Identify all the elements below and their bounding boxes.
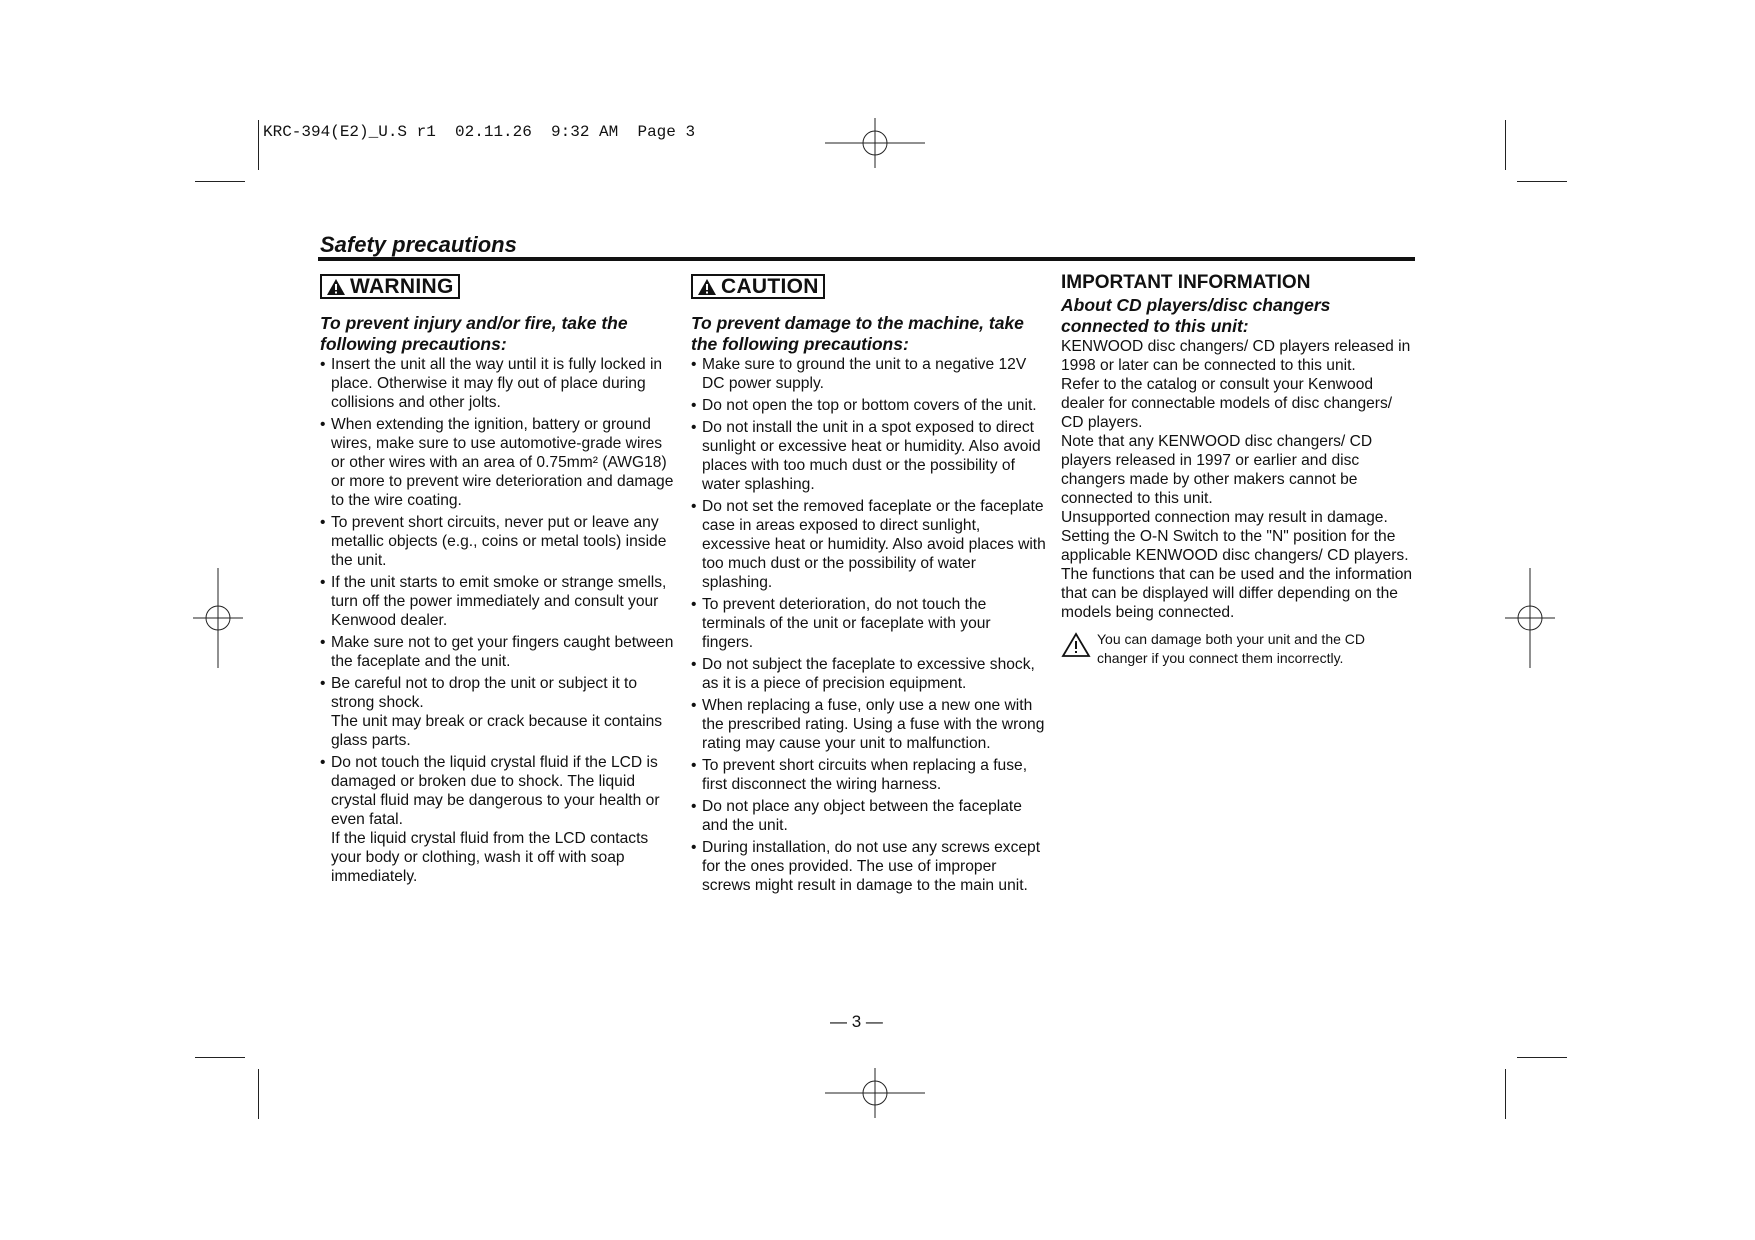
crop-mark-top-right-h xyxy=(1517,181,1567,182)
crop-mark-top-left xyxy=(258,120,259,170)
crop-mark-bottom-right xyxy=(1505,1069,1506,1119)
important-paragraph: Unsupported connection may result in damage. xyxy=(1061,509,1388,526)
list-item: • When replacing a fuse, only use a new one with the prescribed rating. Using a fuse with the wrong rating may cause your unit to malfunction. xyxy=(691,696,1046,753)
list-item: • Do not place any object between the faceplate and the unit. xyxy=(691,797,1046,835)
list-item: • Make sure to ground the unit to a negative 12V DC power supply. xyxy=(691,355,1046,393)
list-item: • Do not open the top or bottom covers of the unit. xyxy=(691,396,1046,415)
important-paragraph: Note that any KENWOOD disc changers/ CD players released in 1997 or earlier and disc changers made by other makers cannot be connected to this unit. xyxy=(1061,433,1373,507)
crop-mark-top-right xyxy=(1505,120,1506,170)
caution-label: CAUTION xyxy=(721,275,819,298)
caution-triangle-icon xyxy=(1061,632,1091,658)
list-item: • To prevent deterioration, do not touch the terminals of the unit or faceplate with your fingers. xyxy=(691,595,1046,652)
caution-label-box xyxy=(691,274,825,299)
important-paragraph: Setting the O-N Switch to the "N" position for the applicable KENWOOD disc changers/ CD players. xyxy=(1061,528,1409,564)
caution-note-text: You can damage both your unit and the CD changer if you connect them incorrectly. xyxy=(1097,631,1366,666)
caution-subhead: To prevent damage to the machine, take the following precautions: xyxy=(691,313,1024,354)
list-item: • Do not install the unit in a spot exposed to direct sunlight or excessive heat or humidity. Also avoid places with too much dust or the possibility of water splashing. xyxy=(691,418,1046,494)
print-slug: KRC-394(E2)_U.S r1 02.11.26 9:32 AM Page 3 xyxy=(263,123,696,141)
list-item-text: • Be careful not to drop the unit or subject it to strong shock. xyxy=(331,675,637,711)
important-paragraph: KENWOOD disc changers/ CD players released in 1998 or later can be connected to this unit. xyxy=(1061,338,1411,374)
caution-icon xyxy=(697,278,717,296)
list-item: • When extending the ignition, battery or ground wires, make sure to use automotive-grade wires or other wires with an area of 0.75mm² (AWG18) or more to prevent wire deterioration and damage to the wire coating. xyxy=(320,415,675,510)
crop-mark-bottom-right-h xyxy=(1517,1057,1567,1058)
crop-mark-bottom-left-h xyxy=(195,1057,245,1058)
list-item: • To prevent short circuits when replacing a fuse, first disconnect the wiring harness. xyxy=(691,756,1046,794)
list-item-extra: If the liquid crystal fluid from the LCD contacts your body or clothing, wash it off with soap immediately. xyxy=(331,830,649,885)
crop-mark-bottom-left xyxy=(258,1069,259,1119)
list-item: • Do not set the removed faceplate or the faceplate case in areas exposed to direct sunlight, excessive heat or humidity. Also avoid places with too much dust or the possibility of water splashing. xyxy=(691,497,1046,592)
caution-column xyxy=(691,274,1046,898)
caution-note xyxy=(1061,630,1416,668)
important-column xyxy=(1061,274,1416,668)
important-paragraph: Refer to the catalog or consult your Kenwood dealer for connectable models of disc changers/ CD players. xyxy=(1061,376,1393,431)
list-item: • If the unit starts to emit smoke or strange smells, turn off the power immediately and consult your Kenwood dealer. xyxy=(320,573,675,630)
warning-column xyxy=(320,274,675,889)
registration-mark-bottom xyxy=(825,1068,925,1118)
important-paragraph: The functions that can be used and the information that can be displayed will differ depending on the models being connected. xyxy=(1061,566,1413,621)
registration-mark-top xyxy=(825,118,925,168)
page-title: Safety precautions xyxy=(320,232,517,257)
warning-label: WARNING xyxy=(350,275,454,298)
list-item xyxy=(320,753,675,886)
crop-mark-top-left-h xyxy=(195,181,245,182)
warning-label-box xyxy=(320,274,460,299)
warning-subhead: To prevent injury and/or fire, take the following precautions: xyxy=(320,313,628,354)
caution-list xyxy=(691,355,1046,895)
warning-list xyxy=(320,355,675,886)
registration-mark-left xyxy=(193,568,243,668)
list-item: • Make sure not to get your fingers caught between the faceplate and the unit. xyxy=(320,633,675,671)
page-number: — 3 — xyxy=(830,1012,883,1031)
important-subhead: About CD players/disc changers connected to this unit: xyxy=(1061,295,1331,336)
title-rule xyxy=(318,257,1415,261)
list-item-text: • Do not touch the liquid crystal fluid if the LCD is damaged or broken due to shock. The liquid crystal fluid may be dangerous to your health or even fatal. xyxy=(331,754,660,828)
warning-icon xyxy=(326,278,346,296)
list-item xyxy=(320,674,675,750)
list-item: • Do not subject the faceplate to excessive shock, as it is a piece of precision equipment. xyxy=(691,655,1046,693)
important-heading: IMPORTANT INFORMATION xyxy=(1061,272,1311,293)
registration-mark-right xyxy=(1505,568,1555,668)
list-item-extra: The unit may break or crack because it contains glass parts. xyxy=(331,713,663,749)
list-item: • To prevent short circuits, never put or leave any metallic objects (e.g., coins or metal tools) inside the unit. xyxy=(320,513,675,570)
list-item: • During installation, do not use any screws except for the ones provided. The use of improper screws might result in damage to the main unit. xyxy=(691,838,1046,895)
list-item: • Insert the unit all the way until it is fully locked in place. Otherwise it may fly out of place during collisions and other jolts. xyxy=(320,355,675,412)
